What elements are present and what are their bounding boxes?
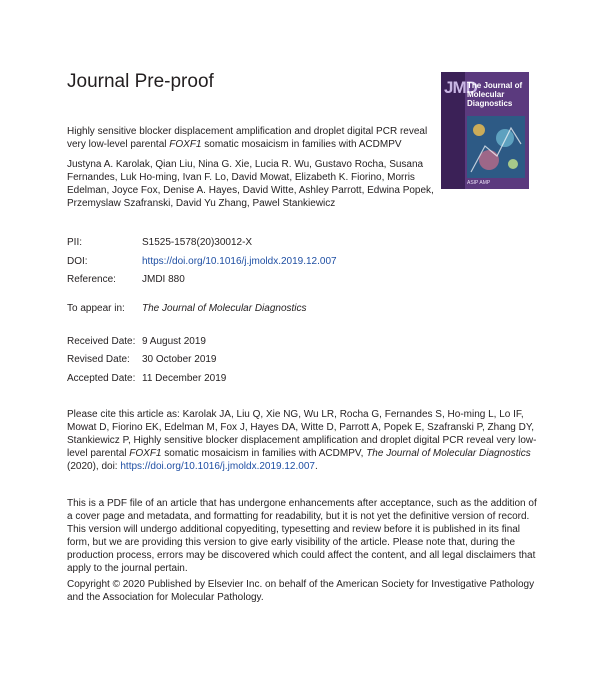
cover-title [467,81,522,108]
meta-value: 9 August 2019 [142,336,206,347]
meta-label: DOI: [67,256,88,267]
meta-label: Received Date: [67,336,136,347]
meta-label: Revised Date: [67,354,130,365]
citation-doi-link[interactable]: https://doi.org/10.1016/j.jmoldx.2019.12.007 [120,461,315,472]
meta-label: PII: [67,237,83,248]
article-title-line-1: Highly sensitive blocker displacement amplification and droplet digital PCR reveal [67,126,428,137]
doi-link[interactable]: https://doi.org/10.1016/j.jmoldx.2019.12.007 [142,256,337,267]
gene-name: FOXF1 [169,139,202,150]
gene-name: FOXF1 [129,448,162,459]
author-list: Justyna A. Karolak, Qian Liu, Nina G. Xie, Lucia R. Wu, Gustavo Rocha, Susana Fernandes, Luk Ho-ming, Ivan F. Lo, David Mowat, Elizabeth K. Fiorino, Morris Edelman, Joyce Fox, Denise A. Hayes, David Witte, Ashley Parrott, Edwina Popek, Przemyslaw Szafranski, David Yu Zhang, Pawel Stankiewicz [67,159,434,209]
disclaimer-paragraph: This is a PDF file of an article that has undergone enhancements after acceptance, such as the addition of a cover page and metadata, and formatting for readability, but it is not yet the definitive version of record. This version will undergo additional copyediting, typesetting and review before it is published in its final form, but we are providing this version to give early visibility of the article. Please note that, during the production process, errors may be discovered which could affect the content, and all legal disclaimers that apply to the journal pertain. [67,498,537,574]
meta-label: To appear in: [67,303,125,314]
meta-value: 30 October 2019 [142,354,217,365]
journal-cover-image [441,72,529,189]
cover-title-line: Diagnostics [467,99,513,108]
copyright-paragraph: Copyright © 2020 Published by Elsevier Inc. on behalf of the American Society for Investigative Pathology and the Association for Molecular Pathology. [67,579,535,603]
cover-footer: ASIP AMP [467,180,491,186]
meta-label: Accepted Date: [67,373,136,384]
cover-title-line: The Journal of [467,81,523,90]
cover-logo-letters: JMD [444,78,477,97]
citation-journal: The Journal of Molecular Diagnostics [366,448,531,459]
citation-paragraph: Please cite this article as: Karolak JA, Liu Q, Xie NG, Wu LR, Rocha G, Fernandes S, Ho-ming L, Lo IF, Mowat D, Fiorino EK, Edelman M, Fox J, Hayes DA, Witte D, Parrott A, Popek E, Szafranski P, Zhang DY, Stankiewicz P, Highly sensitive blocker displacement amplification and droplet digital PCR reveal very low-level parental FOXF1 somatic mosaicism in families with ACDMPV, The Journal of Molecular Diagnostics (2020), doi: https://doi.org/10.1016/j.jmoldx.2019.12.007. [67,409,537,472]
meta-value: 11 December 2019 [142,373,227,384]
cover-figure [467,116,525,178]
article-title [67,125,437,151]
meta-journal: The Journal of Molecular Diagnostics [142,303,307,314]
cover-title-line: Molecular [467,90,505,99]
page-heading: Journal Pre-proof [67,71,214,92]
article-title-line-2: very low-level parental FOXF1 somatic mosaicism in families with ACDMPV [67,139,402,150]
meta-value: S1525-1578(20)30012-X [142,237,253,248]
meta-value: JMDI 880 [142,274,185,285]
meta-label: Reference: [67,274,116,285]
